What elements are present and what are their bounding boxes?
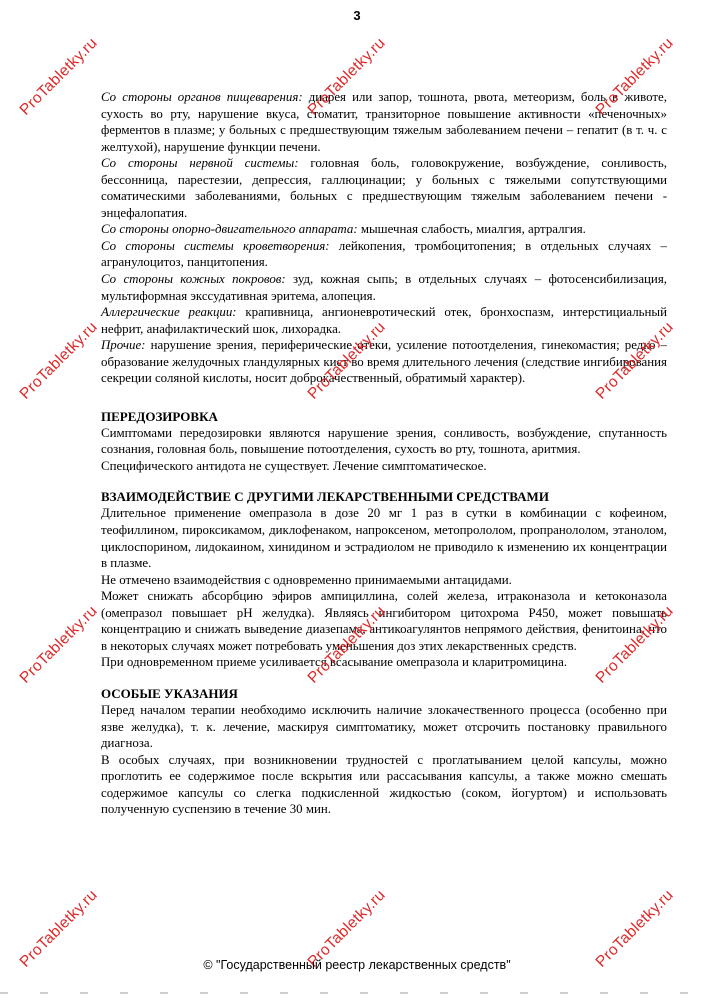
watermark: ProTabletky.ru	[304, 886, 389, 971]
side-effect-paragraph: Со стороны опорно-двигательного аппарата: мышечная слабость, миалгия, артралгия.	[101, 222, 586, 237]
side-effect-paragraph: Прочие: нарушение зрения, периферические отеки, усиление потоотделения, гинекомастия; редко – образование желудочных гландулярных кист во время длительного лечения (следствие ингибирования секреции соляной кислоты, носит доброкачественный, обратимый характер).	[101, 338, 667, 386]
watermark: ProTabletky.ru	[16, 34, 101, 119]
section-heading: ВЗАИМОДЕЙСТВИЕ С ДРУГИМИ ЛЕКАРСТВЕННЫМИ СРЕДСТВАМИ	[101, 489, 549, 505]
paragraph: Длительное применение омепразола в дозе 20 мг 1 раз в сутки в комбинации с кофеином, теофиллином, пироксикамом, диклофенаком, напроксеном, метопрололом, пропранололом, этанолом, циклоспорином, лидокаином, хинидином и эстрадиолом не приводило к изменению их концентрации в плазме.	[101, 506, 667, 571]
document-body	[101, 89, 667, 818]
section-heading: ОСОБЫЕ УКАЗАНИЯ	[101, 685, 238, 701]
overdose-section	[101, 408, 667, 475]
side-effect-paragraph: Со стороны кожных покровов: зуд, кожная сыпь; в отдельных случаях – фотосенсибилизация, мультиформная экссудативная эритема, алопеция.	[101, 272, 667, 303]
watermark: ProTabletky.ru	[592, 886, 677, 971]
paragraph: Симптомами передозировки являются нарушение зрения, сонливость, возбуждение, спутанность сознания, головная боль, повышение потоотделения, сухость во рту, тошнота, аритмия.	[101, 425, 667, 457]
section-heading: ПЕРЕДОЗИРОВКА	[101, 408, 218, 424]
watermark: ProTabletky.ru	[592, 34, 677, 119]
paragraph: В особых случаях, при возникновении трудностей с проглатыванием целой капсулы, можно проглотить ее содержимое после вскрытия или рассасывания капсулы, а также можно смешать содержимое капсулы со слегка подкисленной жидкостью (соком, йогуртом) и использовать полученную суспензию в течение 30 мин.	[101, 752, 667, 817]
copyright-footer: © "Государственный реестр лекарственных средств"	[203, 958, 511, 972]
watermark: ProTabletky.ru	[304, 318, 389, 403]
watermark: ProTabletky.ru	[16, 886, 101, 971]
watermark: ProTabletky.ru	[304, 34, 389, 119]
side-effect-paragraph: Со стороны нервной системы: головная боль, головокружение, возбуждение, сонливость, бессонница, парестезии, депрессия, галлюцинации; у больных с тяжелыми сопутствующими соматическими заболеваниями, больных с предшествующим тяжелым заболеванием печени - энцефалопатия.	[101, 156, 667, 220]
side-effects-section	[101, 89, 667, 387]
side-effect-paragraph: Аллергические реакции: крапивница, ангионевротический отек, бронхоспазм, интерстициальный нефрит, анафилактический шок, лихорадка.	[101, 305, 667, 336]
watermark: ProTabletky.ru	[16, 602, 101, 687]
paragraph: При одновременном приеме усиливается всасывание омепразола и кларитромицина.	[101, 655, 568, 670]
paragraph: Не отмечено взаимодействия с одновременно принимаемыми антацидами.	[101, 572, 512, 587]
side-effect-paragraph: Со стороны органов пищеварения: диарея или запор, тошнота, рвота, метеоризм, боль в животе, сухость во рту, нарушение вкуса, стоматит, транзиторное повышение активности «печеночных» ферментов в плазме; у больных с предшествующим тяжелым заболеванием печени – гепатит (в т. ч. с желтухой), нарушение функции печени.	[101, 90, 667, 154]
watermark: ProTabletky.ru	[592, 602, 677, 687]
interactions-section	[101, 488, 667, 670]
paragraph: Специфического антидота не существует. Лечение симптоматическое.	[101, 458, 487, 473]
side-effect-paragraph: Со стороны системы кроветворения: лейкопения, тромбоцитопения; в отдельных случаях – агранулоцитоз, панцитопения.	[101, 238, 667, 270]
page-number: 3	[353, 8, 361, 23]
special-instructions-section	[101, 685, 667, 818]
paragraph: Перед началом терапии необходимо исключить наличие злокачественного процесса (особенно при язве желудка), т. к. лечение, маскируя симптоматику, может отсрочить постановку правильного диагноза.	[101, 702, 667, 751]
page-bottom-divider	[0, 992, 714, 994]
paragraph: Может снижать абсорбцию эфиров ампициллина, солей железа, итраконазола и кетоконазола (омепразол повышает pH желудка). Являясь ингибитором цитохрома P450, может повышать концентрацию и снижать выведение диазепама, антикоагулянтов непрямого действия, фенитоина, что в некоторых случаях может потребовать уменьшения доз этих лекарственных средств.	[101, 589, 667, 653]
watermark: ProTabletky.ru	[304, 602, 389, 687]
watermark: ProTabletky.ru	[592, 318, 677, 403]
watermark: ProTabletky.ru	[16, 318, 101, 403]
